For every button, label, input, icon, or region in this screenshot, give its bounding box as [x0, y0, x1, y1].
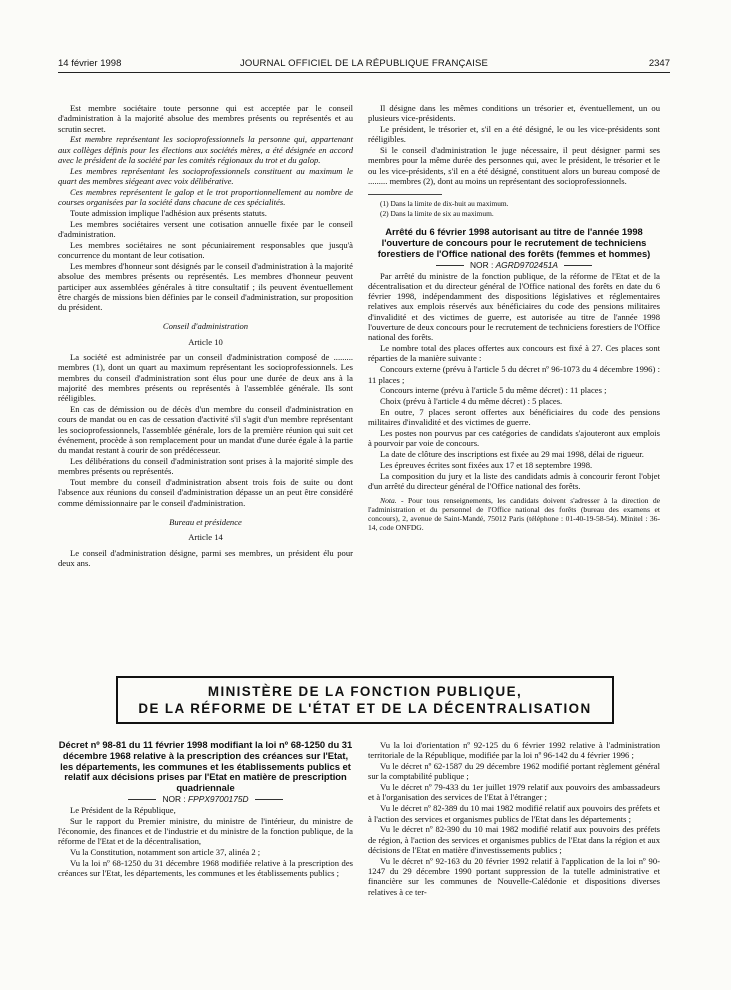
- paragraph: Toute admission implique l'adhésion aux présents statuts.: [70, 207, 267, 218]
- paragraph: Vu la Constitution, notamment son article 37, alinéa 2 ;: [70, 846, 261, 857]
- paragraph: Concours externe (prévu à l'article 5 du décret nº 96-1073 du 4 décembre 1996) : 11 places ;: [368, 364, 660, 385]
- paragraph: En cas de démission ou de décès d'un membre du conseil d'administration en cours de mandat ou en cas de cessation d'activité s'il s'agit d'un membre représentant les socioprofessionnels, l'assemblée générale, lors de la première réunion qui suit cet événement, procède à son remplacement pour un mandat d'une durée égale à la partie du mandat restant à courir de son prédécesseur.: [58, 404, 353, 456]
- footnote-rule: [368, 194, 442, 195]
- nota-label: Nota.: [380, 496, 397, 506]
- nor-reference: [58, 794, 353, 804]
- paragraph: Concours interne (prévu à l'article 5 du même décret) : 11 places ;: [380, 385, 607, 396]
- paragraph: Choix (prévu à l'article 4 du même décret) : 5 places.: [380, 396, 563, 407]
- decret-title: Décret nº 98-81 du 11 février 1998 modifiant la loi nº 68-1250 du 31 décembre 1968 relative à la prescription des créances sur l'Etat, les départements, les communes et les établissements publics et relatif aux décisions prises par l'Etat en matière de prescription quadriennale: [58, 739, 353, 794]
- paragraph: La date de clôture des inscriptions est fixée au 29 mai 1998, délai de rigueur.: [380, 449, 644, 460]
- ministry-line-1: MINISTÈRE DE LA FONCTION PUBLIQUE,: [207, 684, 523, 699]
- paragraph: Le conseil d'administration désigne, parmi ses membres, un président élu pour deux ans.: [58, 547, 353, 568]
- nota-text: - Pour tous renseignements, les candidats doivent s'adresser à la direction de l'administration et du personnel de l'Office national des forêts (bureau des examens et concours), 2, avenue de Saint-Mandé, 75012 Paris (téléphone : 01-40-19-58-54). Minitel : 36-14, code ONFDG.: [368, 496, 660, 533]
- ministry-line-2: DE LA RÉFORME DE L'ÉTAT ET DE LA DÉCENTRALISATION: [138, 701, 592, 716]
- paragraph: Le président, le trésorier et, s'il en a été désigné, le ou les vice-présidents sont rééligibles.: [368, 124, 660, 145]
- paragraph: En outre, 7 places seront offertes aux bénéficiaires du code des pensions militaires d'invalidité et des victimes de guerre.: [368, 406, 660, 428]
- paragraph: Le Président de la République,: [70, 804, 176, 815]
- section-heading-conseil: Conseil d'administration: [162, 321, 249, 332]
- nor-reference: [368, 260, 660, 270]
- paragraph: Les postes non pourvus par ces catégories de candidats s'ajouteront aux emplois à pourvoir par voie de concours.: [368, 428, 660, 449]
- paragraph: Vu le décret nº 62-1587 du 29 décembre 1962 modifié portant règlement général sur la comptabilité publique ;: [368, 761, 660, 782]
- paragraph: Les membres sociétaires versent une cotisation annuelle fixée par le conseil d'administration.: [58, 218, 353, 240]
- section-heading-bureau: Bureau et présidence: [169, 516, 242, 527]
- paragraph: Les membres d'honneur sont désignés par le conseil d'administration à la majorité absolue des membres présents ou représentés. Les membres d'honneur peuvent participer aux assemblées générales à titre consultatif ; ils peuvent éventuellement être chargés de missions bien définies par le conseil d'administration, sur proposition du président.: [58, 260, 353, 313]
- nor-label: NOR :: [470, 259, 494, 270]
- nor-code: AGRD9702451A: [495, 259, 558, 270]
- footnote: (1) Dans la limite de dix-huit au maximum.: [380, 199, 509, 209]
- paragraph: Vu le décret nº 82-389 du 10 mai 1982 modifié relatif aux pouvoirs des préfets et à l'action des services et organismes publics de l'Etat dans les départements ;: [368, 803, 660, 824]
- paragraph: Vu la loi d'orientation nº 92-125 du 6 février 1992 relative à l'administration territoriale de la République, modifiée par la loi nº 96-142 du 4 février 1996 ;: [368, 740, 660, 761]
- paragraph: Les membres représentant les socioprofessionnels constituent au maximum le quart des membres siégeant avec voix délibérative.: [58, 165, 353, 187]
- left-column-top: [58, 103, 353, 569]
- paragraph: Vu le décret nº 82-390 du 10 mai 1982 modifié relatif aux pouvoirs des préfets de région, à l'action des services et organismes publics de l'Etat dans la région et aux décisions de l'Etat en matière d'investissements publics ;: [368, 824, 660, 855]
- paragraph: Est membre représentant les socioprofessionnels la personne qui, appartenant aux collèges définis pour les élections aux sociétés mères, a été désignée en accord avec le président de la société par les comités régionaux du trot et du galop.: [58, 134, 353, 165]
- paragraph: La composition du jury et la liste des candidats admis à concourir feront l'objet d'un arrêté du directeur général de l'Office national des forêts.: [368, 470, 660, 491]
- arrete-title: Arrêté du 6 février 1998 autorisant au titre de l'année 1998 l'ouverture de concours pour le recrutement de techniciens forestiers de l'Office national des forêts (femmes et hommes): [377, 226, 651, 259]
- right-column-top: [368, 103, 660, 533]
- paragraph: Est membre sociétaire toute personne qui est acceptée par le conseil d'administration à la majorité absolue des membres présents ou représentés et au scrutin secret.: [58, 103, 353, 134]
- article-14-heading: Article 14: [188, 532, 223, 543]
- header-rule: [58, 72, 670, 73]
- nor-label: NOR :: [162, 793, 186, 804]
- nota: [368, 496, 660, 532]
- paragraph: Sur le rapport du Premier ministre, du ministre de l'intérieur, du ministre de l'économie, des finances et de l'industrie et du ministre de la fonction publique, de la réforme de l'Etat et de la décentralisation,: [58, 815, 353, 847]
- paragraph: Vu le décret nº 92-163 du 20 février 1992 relatif à l'application de la loi nº 90-1247 du 29 décembre 1990 portant suppression de la tutelle administrative et financière sur les communes de Nouvelle-Calédonie et dispositions diverses relatives à ce ter-: [368, 855, 660, 897]
- ministry-banner: [116, 676, 614, 724]
- page-header: [58, 56, 670, 72]
- nor-code: FPPX9700175D: [188, 793, 249, 804]
- paragraph: Les membres sociétaires ne sont pécuniairement responsables que jusqu'à concurrence du montant de leur cotisation.: [58, 239, 353, 261]
- paragraph: Les épreuves écrites sont fixées aux 17 et 18 septembre 1998.: [380, 459, 593, 470]
- page-number: 2347: [648, 58, 670, 69]
- paragraph: Vu le décret nº 79-433 du 1er juillet 1979 relatif aux pouvoirs des ambassadeurs et à l'organisation des services de l'Etat à l'étranger ;: [368, 782, 660, 803]
- paragraph: Tout membre du conseil d'administration absent trois fois de suite ou dont l'absence aux réunions du conseil d'administration dépasse un an peut être considéré comme démissionnaire par le conseil d'administration.: [58, 477, 353, 508]
- paragraph: Les délibérations du conseil d'administration sont prises à la majorité simple des membres présents ou représentés.: [58, 456, 353, 477]
- paragraph: Ces membres représentent le galop et le trot proportionnellement au nombre de courses organisées par la société dans chacune de ces spécialités.: [58, 186, 353, 208]
- footnote: (2) Dans la limite de six au maximum.: [380, 208, 494, 218]
- paragraph: Vu la loi nº 68-1250 du 31 décembre 1968 modifiée relative à la prescription des créances sur l'Etat, les départements, les communes et les établissements publics ;: [58, 857, 353, 879]
- paragraph: Si le conseil d'administration le juge nécessaire, il peut désigner parmi ses membres pour la même durée des personnes qui, avec le président, le trésorier et le ou les vice-présidents, s'il en a été désigné, constituent alors un bureau composé de ......... membres (2), dont au moins un représentant des socioprofessionnels.: [368, 145, 660, 187]
- paragraph: Par arrêté du ministre de la fonction publique, de la réforme de l'Etat et de la décentralisation et du directeur général de l'Office national des forêts en date du 6 février 1998, indépendamment des dispositions législatives et réglementaires relatives aux emplois réservés aux bénéficiaires du code des pensions militaires d'invalidité et des victimes de guerre, est autorisée au titre de l'année 1998 l'ouverture de deux concours pour le recrutement de techniciens forestiers de l'Office national des forêts.: [368, 270, 660, 343]
- article-10-heading: Article 10: [188, 336, 223, 347]
- header-date: 14 février 1998: [58, 58, 122, 69]
- left-column-bottom: [58, 740, 353, 879]
- paragraph: Il désigne dans les mêmes conditions un trésorier et, éventuellement, un ou plusieurs vice-présidents.: [368, 103, 660, 124]
- right-column-bottom: [368, 740, 660, 897]
- paragraph: La société est administrée par un conseil d'administration composé de ......... membres (1), dont un quart au maximum représentant les socioprofessionnels. Les membres du conseil d'administration sont élus pour une durée de deux ans à la majorité des membres présents ou représentés à l'assemblée générale. Ils sont rééligibles.: [58, 352, 353, 404]
- paragraph: Le nombre total des places offertes aux concours est fixé à 27. Ces places sont réparties de la manière suivante :: [368, 343, 660, 364]
- journal-title: JOURNAL OFFICIEL DE LA RÉPUBLIQUE FRANÇAISE: [239, 58, 489, 69]
